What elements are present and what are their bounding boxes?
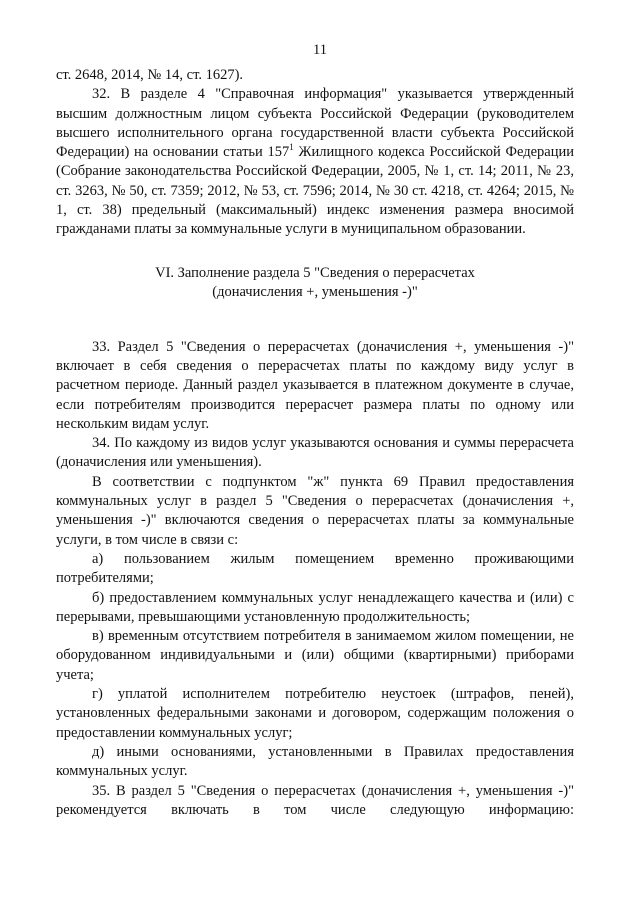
paragraph-34-continuation: В соответствии с подпунктом "ж" пункта 69 Правил предоставления коммунальных услуг в раздел 5 "Сведения о перерасчетах (доначисления +, уменьшения -)" включаются сведения о перерасчетах платы за коммунальные услуги, в том числе в связи с:: [56, 473, 574, 548]
paragraph-35: 35. В раздел 5 "Сведения о перерасчетах (доначисления +, уменьшения -)" рекомендуется включать в том числе следующую информацию:: [56, 782, 574, 818]
paragraph-33: 33. Раздел 5 "Сведения о перерасчетах (доначисления +, уменьшения -)" включает в себя сведения о перерасчетах платы по каждому виду услуг в расчетном периоде. Данный раздел указывается в платежном документе в случае, если потребителям производится перерасчет размера платы по одному или нескольким видам услуг.: [56, 338, 574, 432]
document-body: [56, 66, 574, 820]
section-heading-line-1: VI. Заполнение раздела 5 "Сведения о перерасчетах: [155, 264, 475, 281]
section-heading: [56, 264, 574, 303]
paragraph-32-part-a: 32. В разделе 4 "Справочная информация" указывается утвержденный высшим должностным лицом субъекта Российской Федерации (руководителем высшего исполнительного органа государственной власти субъекта Российской Федерации) на основании статьи 157: [56, 86, 574, 161]
paragraph-34: 34. По каждому из видов услуг указываются основания и суммы перерасчета (доначисления или уменьшения).: [56, 435, 574, 471]
paragraph-continuation: ст. 2648, 2014, № 14, ст. 1627).: [56, 67, 244, 83]
list-item-e: д) иными основаниями, установленными в Правилах предоставления коммунальных услуг.: [56, 743, 574, 780]
paragraph-32-part-b: Жилищного кодекса Российской Федерации (Собрание законодательства Российской Федерации, 2005, № 1, ст. 14; 2011, № 23, ст. 3263, № 50, ст. 7359; 2012, № 53, ст. 7596; 2014, № 30 ст. 4218, ст. 4264; 2015, № 1, ст. 38) предельный (максимальный) индекс изменения размера вносимой гражданами платы за коммунальные услуги в муниципальном образовании.: [56, 144, 574, 238]
list-item-b: б) предоставлением коммунальных услуг ненадлежащего качества и (или) с перерывами, превышающими установленную продолжительность;: [56, 589, 574, 625]
list-item-a: а) пользованием жилым помещением временно проживающими потребителями;: [56, 550, 574, 587]
paragraph-32: [56, 85, 574, 239]
footnote-superscript: 1: [289, 142, 294, 153]
section-heading-line-2: (доначисления +, уменьшения -)": [212, 284, 418, 301]
list-item-d: г) уплатой исполнителем потребителю неустоек (штрафов, пеней), установленных федеральными законами и договором, содержащим положения о предоставлении коммунальных услуг;: [56, 686, 574, 741]
page-number: 11: [313, 42, 327, 58]
list-item-c: в) временным отсутствием потребителя в занимаемом жилом помещении, не оборудованном индивидуальными и (или) общими (квартирными) приборами учета;: [56, 628, 574, 683]
